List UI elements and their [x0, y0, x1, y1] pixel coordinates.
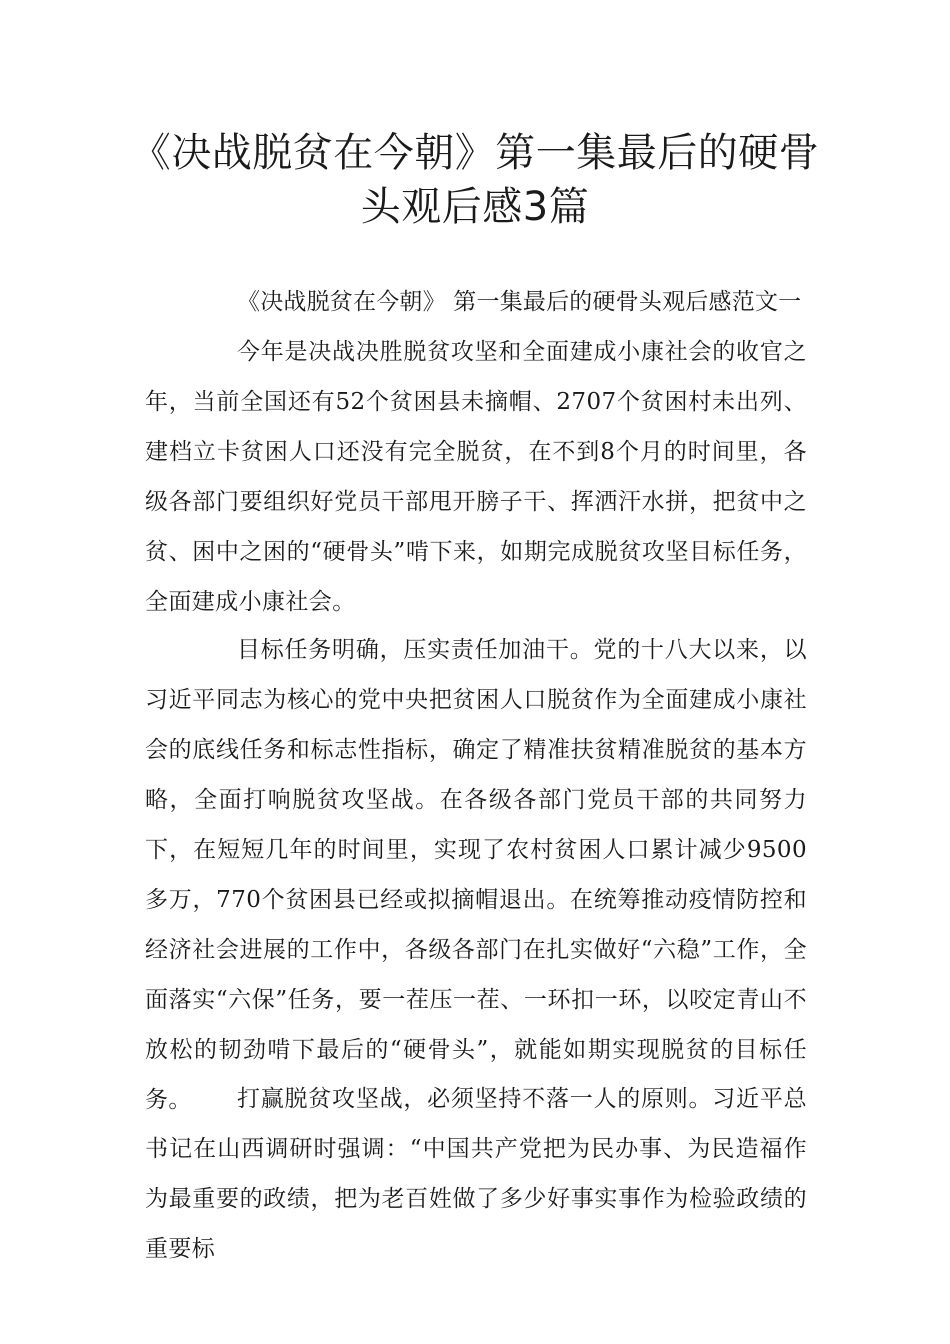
title-line-2: 头观后感3篇 — [360, 184, 590, 230]
title-line-1: 《决战脱贫在今朝》第一集最后的硬骨 — [130, 130, 820, 176]
paragraph: 打赢脱贫攻坚战，必须坚持不落一人的原则。习近平总书记在山西调研时强调：“中国共产党把为民办事、为民造福作为最重要的政绩，把为老百姓做了多少好事实事作为检验政绩的重要标 — [145, 1086, 807, 1262]
document-title — [100, 126, 850, 234]
paragraph-3-block — [145, 1074, 807, 1274]
paragraph: 目标任务明确，压实责任加油干。党的十八大以来，以习近平同志为核心的党中央把贫困人口脱贫作为全面建成小康社会的底线任务和标志性指标，确定了精准扶贫精准脱贫的基本方略，全面打响脱贫攻坚战。在各级各部门党员干部的共同努力下，在短短几年的时间里，实现了农村贫困人口累计减少9500多万，770个贫困县已经或拟摘帽退出。在统筹推动疫情防控和经济社会进展的工作中，各级各部门在扎实做好“六稳”工作，全面落实“六保”任务，要一茬压一茬、一环扣一环，以咬定青山不放松的韧劲啃下最后的“硬骨头”，就能如期实现脱贫的目标任务。 — [145, 637, 807, 1113]
paragraph: 今年是决战决胜脱贫攻坚和全面建成小康社会的收官之年，当前全国还有52个贫困县未摘帽、2707个贫困村未出列、建档立卡贫困人口还没有完全脱贫，在不到8个月的时间里，各级各部门要组织好党员干部甩开膀子干、挥洒汗水拼，把贫中之贫、困中之困的“硬骨头”啃下来，如期完成脱贫攻坚目标任务，全面建成小康社会。 — [145, 339, 807, 615]
section-subtitle: 《决战脱贫在今朝》 第一集最后的硬骨头观后感范文一 — [237, 289, 802, 315]
paragraph-1-block — [145, 327, 807, 627]
paragraph-2-block — [145, 625, 807, 1125]
